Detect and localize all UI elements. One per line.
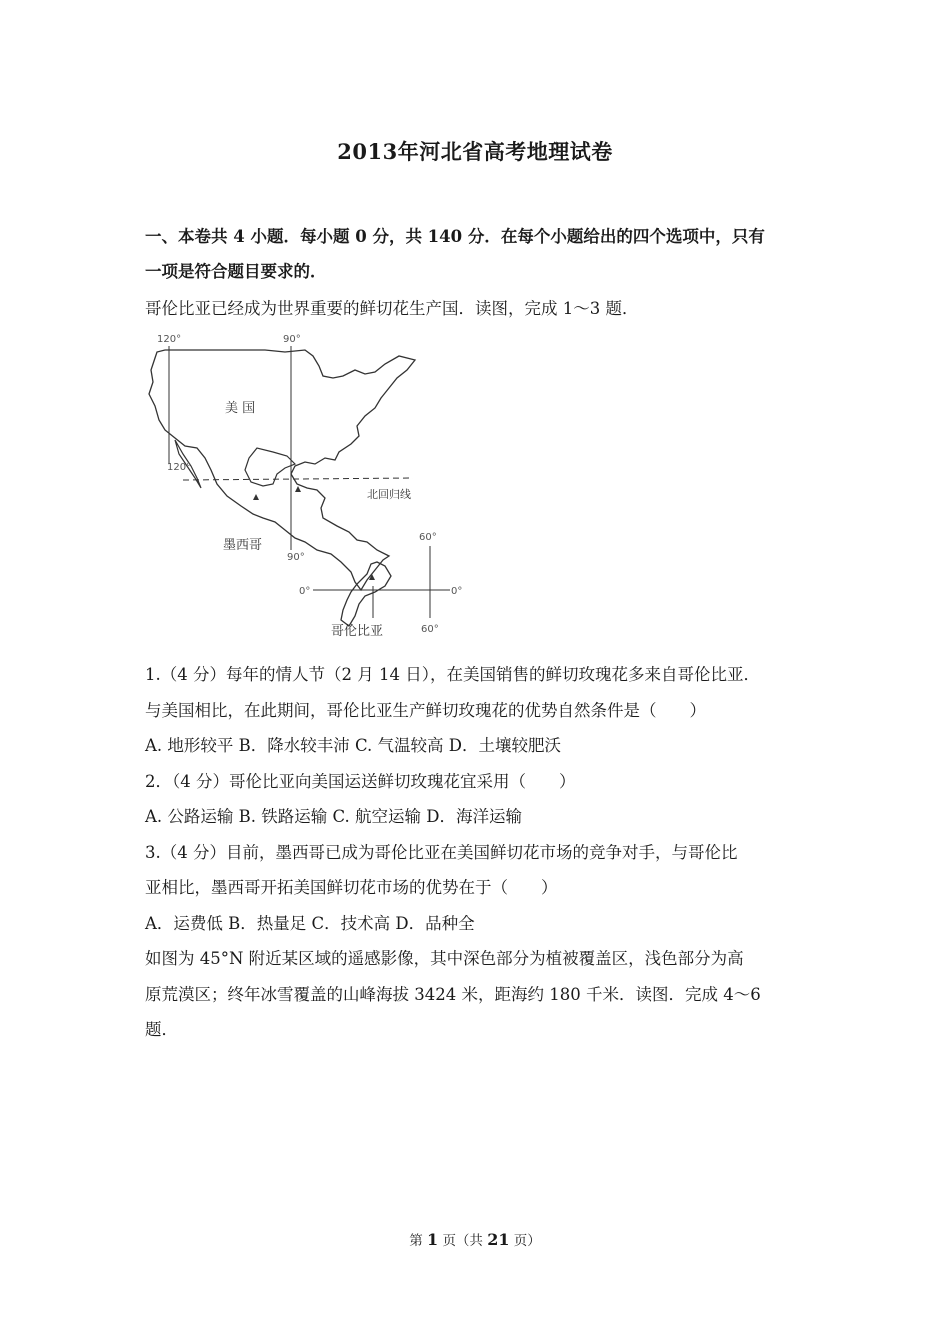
footer-prefix: 第 [409,1233,423,1249]
map-lat-0-left: 0° [299,586,311,597]
intro-2-line-3: 题． [145,1020,178,1039]
question-3-options: A．运费低 B．热量足 C．技术高 D．品种全 [145,913,475,933]
map-lon-120-top: 120° [157,334,182,345]
page-title: 2013年河北省高考地理试卷 [337,139,613,164]
mountain-marker-usa [295,486,301,492]
map-intro: 哥伦比亚已经成为世界重要的鲜切花生产国．读图，完成 1～3 题． [145,299,639,318]
section-heading-line-2: 一项是符合题目要求的． [145,262,327,281]
tropic-of-cancer-line [183,478,413,480]
footer-suffix: 页） [513,1233,541,1249]
intro-2-line-1: 如图为 45°N 附近某区域的遥感影像，其中深色部分为植被覆盖区，浅色部分为高 [145,949,744,968]
map-label-mexico: 墨西哥 [223,538,263,553]
question-1-line-2: 与美国相比，在此期间，哥伦比亚生产鲜切玫瑰花的优势自然条件是（ ） [145,700,706,720]
footer-total-pages: 21 [487,1230,510,1249]
intro-2-line-2: 原荒漠区；终年冰雪覆盖的山峰海拔 3424 米，距海约 180 千米．读图．完成 4～6 [145,984,761,1004]
south-america-outline [341,562,391,626]
footer-middle: 页（共 [442,1233,483,1249]
question-1-options: A. 地形较平 B．降水较丰沛 C. 气温较高 D．土壤较肥沃 [145,736,562,755]
question-2-line-1: 2．（4 分）哥伦比亚向美国运送鲜切玫瑰花宜采用（ ） [145,771,576,791]
map-label-tropic: 北回归线 [367,488,411,501]
footer-page-number: 1 [427,1230,439,1249]
mountain-marker-mexico [253,494,259,500]
map-lon-120-bottom: 120° [167,462,192,473]
section-heading [145,219,810,289]
question-block [145,657,810,1048]
map-lon-60-top: 60° [419,532,437,543]
americas-map-figure [145,328,475,640]
question-3-line-2: 亚相比，墨西哥开拓美国鲜切花市场的优势在于（ ） [145,878,558,897]
map-label-usa: 美 国 [225,401,256,416]
map-label-colombia: 哥伦比亚 [331,624,384,639]
question-2-options: A. 公路运输 B. 铁路运输 C. 航空运输 D．海洋运输 [145,807,523,826]
map-lon-90-bottom: 90° [287,552,305,563]
section-heading-line-1: 一、本卷共 4 小题．每小题 0 分，共 140 分．在每个小题给出的四个选项中，只有 [145,227,765,246]
question-3-line-1: 3.（4 分）目前，墨西哥已成为哥伦比亚在美国鲜切花市场的竞争对手，与哥伦比 [145,842,738,862]
map-lat-0-right: 0° [451,586,463,597]
question-1-line-1: 1.（4 分）每年的情人节（2 月 14 日），在美国销售的鲜切玫瑰花多来自哥伦比亚． [145,665,760,684]
gulf-of-mexico-coast [245,448,295,486]
map-lon-90-top: 90° [283,334,301,345]
map-lon-60-bottom: 60° [421,624,439,635]
page-footer [0,1229,950,1249]
